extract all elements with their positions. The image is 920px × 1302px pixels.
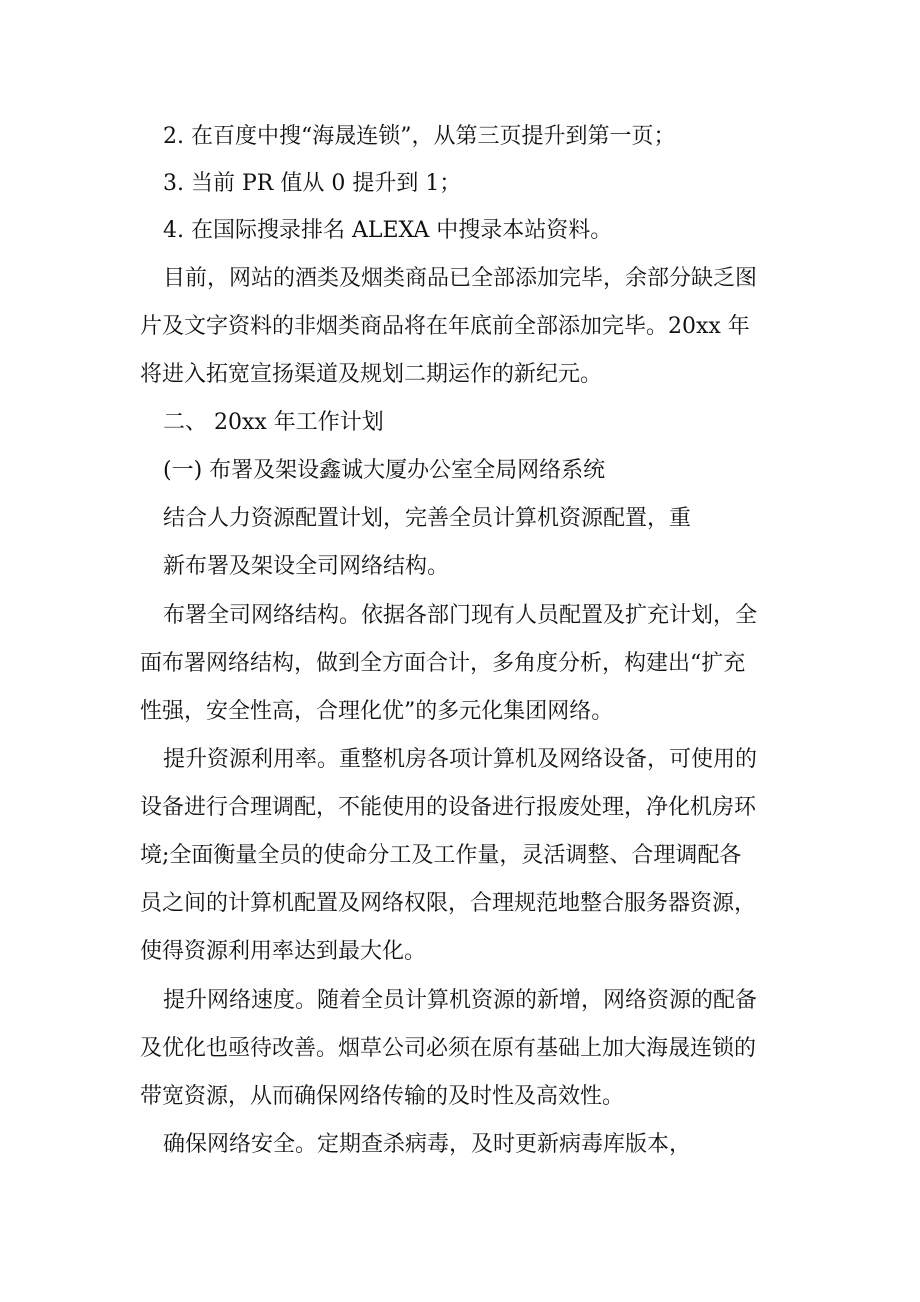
text-line-16: 境;全面衡量全员的使命分工及工作量，灵活调整、合理调配各 — [140, 843, 742, 868]
subsection-heading: (一) 布署及架设鑫诚大厦办公室全局网络系统 — [163, 458, 606, 483]
text-line-5: 片及文字资料的非烟类商品将在年底前全部添加完毕。20xx 年 — [140, 314, 750, 339]
text-line-13: 性强，安全性高，合理化优”的多元化集团网络。 — [140, 699, 614, 724]
text-line-14: 提升资源利用率。重整机房各项计算机及网络设备，可使用的 — [163, 747, 758, 772]
text-line-12: 面布署网络结构，做到全方面合计，多角度分析，构建出“扩充 — [140, 651, 746, 676]
text-line-1: 2. 在百度中搜“海晟连锁”，从第三页提升到第一页； — [163, 124, 676, 149]
text-line-11: 布署全司网络结构。依据各部门现有人员配置及扩充计划，全 — [163, 603, 758, 628]
section-heading: 二、 20xx 年工作计划 — [163, 410, 384, 435]
text-line-15: 设备进行合理调配，不能使用的设备进行报废处理，净化机房环 — [140, 795, 757, 820]
text-line-19: 提升网络速度。随着全员计算机资源的新增，网络资源的配备 — [163, 988, 758, 1013]
text-line-9: 结合人力资源配置计划，完善全员计算机资源配置，重 — [163, 506, 692, 531]
text-line-21: 带宽资源，从而确保网络传输的及时性及高效性。 — [140, 1084, 625, 1109]
text-line-6: 将进入拓宽宣扬渠道及规划二期运作的新纪元。 — [140, 362, 603, 387]
text-line-22: 确保网络安全。定期查杀病毒，及时更新病毒库版本， — [163, 1132, 692, 1157]
text-line-4: 目前，网站的酒类及烟类商品已全部添加完毕，余部分缺乏图 — [163, 266, 758, 291]
text-line-10: 新布署及架设全司网络结构。 — [163, 554, 450, 579]
text-line-2: 3. 当前 PR 值从 0 提升到 1； — [163, 171, 462, 196]
text-line-18: 使得资源利用率达到最大化。 — [140, 939, 427, 964]
text-line-3: 4. 在国际搜录排名 ALEXA 中搜录本站资料。 — [163, 218, 613, 243]
text-line-20: 及优化也亟待改善。烟草公司必须在原有基础上加大海晟连锁的 — [140, 1036, 757, 1061]
text-line-17: 员之间的计算机配置及网络权限，合理规范地整合服务器资源， — [140, 891, 757, 916]
